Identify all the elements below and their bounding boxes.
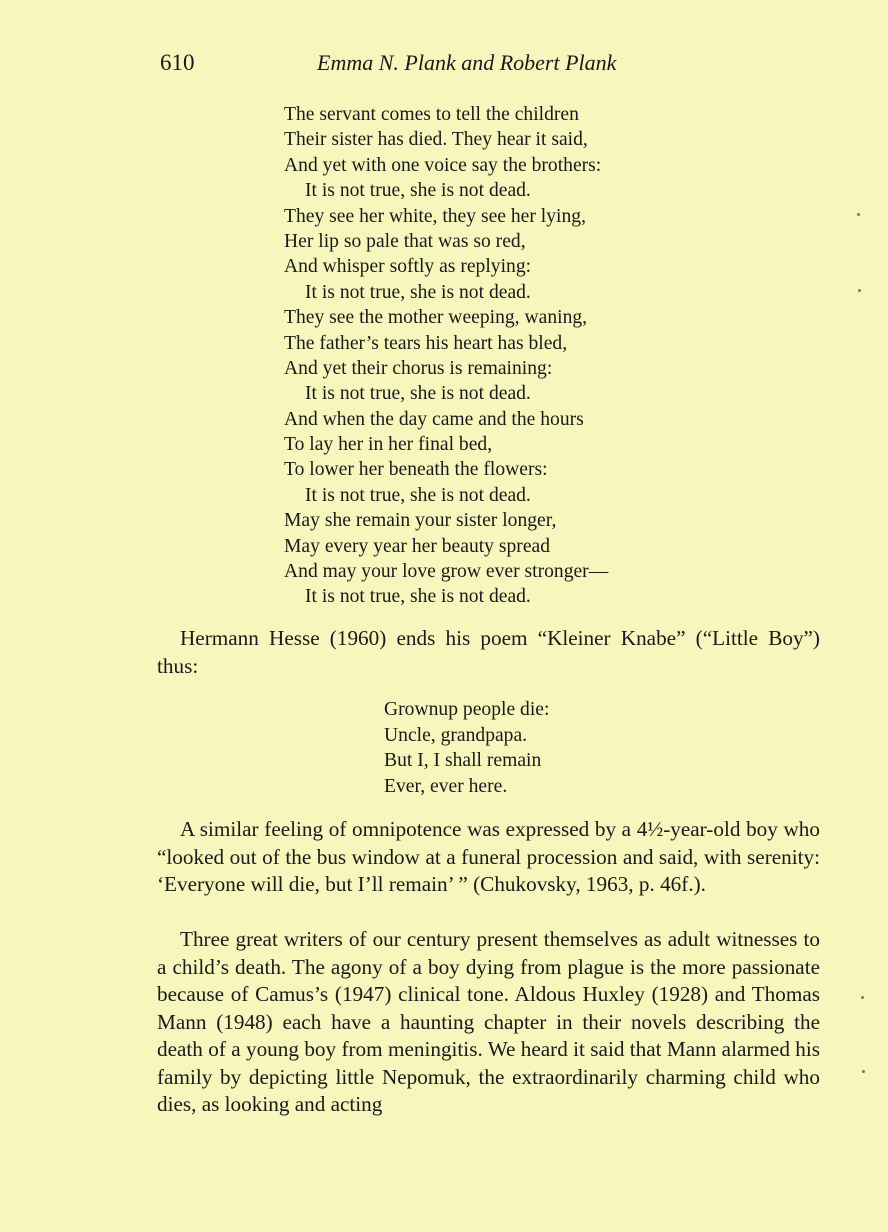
poem-line: They see her white, they see her lying, — [284, 205, 586, 227]
poem-line: The father’s tears his heart has bled, — [284, 332, 568, 354]
paragraph-hesse — [157, 625, 820, 680]
page-header — [160, 50, 680, 80]
poem-line: Her lip so pale that was so red, — [284, 230, 526, 252]
paragraph-text: Three great writers of our century present themselves as adult witnesses to a child’s death. The agony of a boy dying from plague is the more passionate because of Camus’s (1947) clinical tone. Aldous Huxley (1928) and Thomas Mann (1948) each have a haunting chapter in their novels describing the death of a young boy from meningitis. We heard it said that Mann alarmed his family by depicting little Nepomuk, the extraordinarily charming child who dies, as looking and acting — [157, 927, 820, 1116]
poem-line: And yet their chorus is remaining: — [284, 357, 553, 379]
poem-line: Ever, ever here. — [384, 775, 508, 797]
poem-block — [284, 102, 608, 610]
poem-line: And whisper softly as replying: — [284, 256, 532, 278]
poem-line: They see the mother weeping, waning, — [284, 307, 588, 329]
paragraph-text: Hermann Hesse (1960) ends his poem “Kleiner Knabe” (“Little Boy”) thus: — [157, 626, 820, 678]
poem-line: And yet with one voice say the brothers: — [284, 154, 602, 176]
poem-line: May she remain your sister longer, — [284, 510, 557, 532]
paper-speck — [858, 289, 861, 292]
running-head: Emma N. Plank and Robert Plank — [317, 50, 617, 75]
poem-refrain-line: It is not true, she is not dead. — [305, 180, 531, 202]
paragraph-text: A similar feeling of omnipotence was expressed by a 4½-year-old boy who “looked out of the bus window at a funeral procession and said, with serenity: ‘Everyone will die, but I’ll remain’ ” (Chukovsky, 1963, p. 46f.). — [157, 817, 820, 896]
poem-refrain-line: It is not true, she is not dead. — [305, 281, 531, 303]
poem-refrain-line: It is not true, she is not dead. — [305, 383, 531, 405]
paper-speck — [861, 996, 864, 999]
hesse-poem-block — [384, 697, 549, 799]
poem-line: To lay her in her final bed, — [284, 434, 493, 456]
poem-line: To lower her beneath the flowers: — [284, 459, 548, 481]
poem-line: Grownup people die: — [384, 699, 550, 720]
poem-line: The servant comes to tell the children — [284, 104, 579, 125]
poem-line: Uncle, grandpapa. — [384, 724, 528, 746]
poem-refrain-line: It is not true, she is not dead. — [305, 586, 531, 608]
page-number: 610 — [160, 50, 195, 75]
poem-line: Their sister has died. They hear it said, — [284, 129, 588, 151]
poem-line: May every year her beauty spread — [284, 535, 551, 557]
paragraph-chukovsky — [157, 816, 820, 899]
poem-line: And when the day came and the hours — [284, 408, 584, 430]
poem-refrain-line: It is not true, she is not dead. — [305, 484, 531, 506]
poem-line: But I, I shall remain — [384, 750, 542, 772]
poem-line: And may your love grow ever stronger— — [284, 561, 609, 583]
paper-speck — [857, 213, 860, 216]
paragraph-writers — [157, 926, 820, 1119]
paper-speck — [862, 1070, 865, 1073]
